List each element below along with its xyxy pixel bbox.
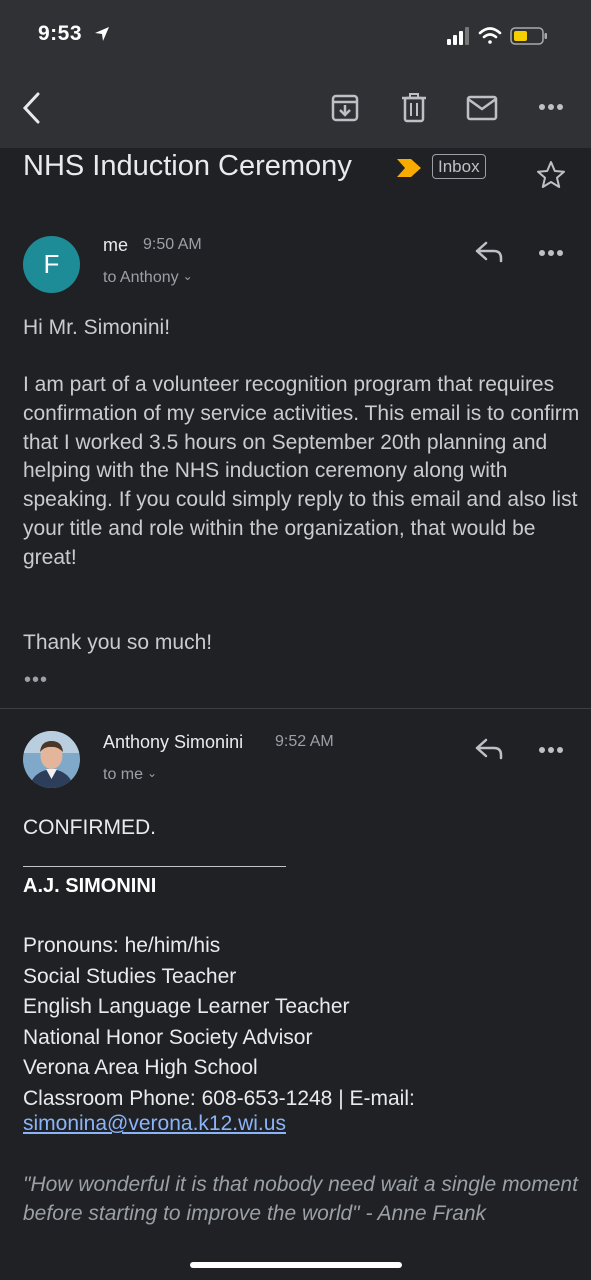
subject-row	[23, 148, 591, 196]
reply-text: CONFIRMED.	[23, 816, 156, 839]
chevron-down-icon: ⌄	[147, 766, 158, 780]
message-closing: Thank you so much!	[23, 631, 213, 654]
reply-icon[interactable]	[474, 240, 504, 269]
sender-avatar-photo[interactable]	[23, 731, 80, 788]
email-subject: NHS Induction Ceremony	[23, 150, 352, 182]
trash-icon[interactable]	[400, 93, 428, 128]
cellular-signal-icon	[447, 27, 469, 45]
more-icon[interactable]	[538, 100, 564, 118]
sender-name: me	[103, 235, 129, 255]
message-more-icon[interactable]	[538, 246, 564, 264]
location-arrow-icon	[94, 26, 110, 47]
status-time: 9:53	[38, 22, 83, 45]
show-trimmed-content-button[interactable]: •••	[24, 669, 49, 691]
message-time: 9:50 AM	[143, 236, 202, 253]
message-more-icon[interactable]	[538, 743, 564, 761]
signature-quote: "How wonderful it is that nobody need wait a single moment before starting to improve the world" - Anne Frank	[23, 1173, 578, 1225]
signature-line: Pronouns: he/him/his	[23, 934, 221, 957]
signature-email-link[interactable]: simonina@verona.k12.wi.us	[23, 1112, 286, 1135]
top-app-bar	[0, 0, 591, 148]
reply-icon[interactable]	[474, 737, 504, 766]
importance-marker-icon[interactable]	[396, 158, 422, 183]
signature-line: National Honor Society Advisor	[23, 1025, 313, 1049]
status-indicators	[447, 25, 567, 52]
sender-avatar[interactable]: F	[23, 236, 80, 293]
recipient-text: to Anthony	[103, 269, 179, 286]
back-arrow-icon[interactable]	[20, 88, 44, 133]
message-greeting: Hi Mr. Simonini!	[23, 316, 171, 339]
signature-line: Verona Area High School	[23, 1056, 258, 1079]
battery-icon	[511, 28, 547, 44]
chevron-down-icon: ⌄	[182, 269, 193, 283]
signature-line: Classroom Phone: 608-653-1248 | E-mail:	[23, 1086, 415, 1110]
signature-line: English Language Learner Teacher	[23, 995, 350, 1018]
wifi-icon	[480, 29, 500, 44]
sender-name: Anthony Simonini	[103, 732, 244, 752]
inbox-label[interactable]: Inbox	[432, 154, 486, 179]
home-indicator[interactable]	[190, 1262, 402, 1268]
message-time: 9:52 AM	[275, 733, 334, 750]
message-paragraph: I am part of a volunteer recognition program that requires confirmation of my service activities. This email is to confirm that I worked 3.5 hours on September 20th planning and helping with the NHS induction ceremony along with speaking. If you could simply reply to this email and also list your title and role within the organization, that would be great!	[23, 373, 580, 569]
recipient-line[interactable]	[103, 766, 157, 784]
recipient-text: to me	[103, 766, 144, 783]
mail-icon[interactable]	[466, 95, 498, 126]
recipient-line[interactable]	[103, 269, 193, 287]
signature-line: Social Studies Teacher	[23, 964, 237, 988]
message-divider	[0, 708, 591, 709]
signature-details	[23, 931, 415, 1114]
signature-name: A.J. SIMONINI	[23, 875, 157, 897]
star-icon[interactable]	[536, 160, 566, 195]
archive-icon[interactable]	[330, 93, 360, 128]
signature-rule	[23, 866, 286, 867]
